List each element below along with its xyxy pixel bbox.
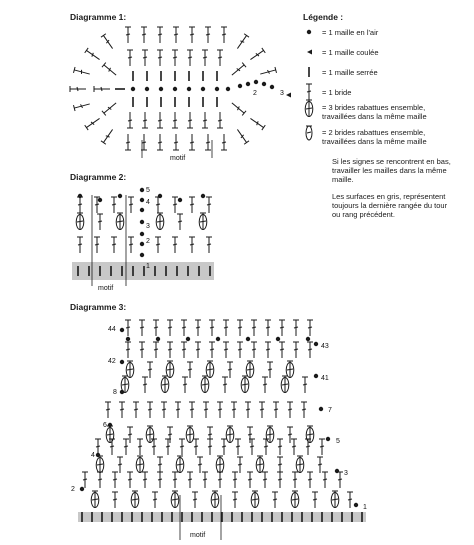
legend-title: Légende : [303, 12, 344, 22]
legend-item-3dc: = 3 brides rabattues ensemble, travaillées dans la même maille [322, 103, 427, 121]
d3-row-label-6: 6 [103, 422, 107, 429]
legend-note-1: Si les signes se rencontrent en bas, travailler les mailles dans la même maille. [332, 157, 451, 184]
d3-row-label-44: 44 [108, 326, 116, 333]
diagram1-oval [70, 27, 291, 162]
diagram3-grid [71, 320, 367, 540]
d3-row-label-5: 5 [336, 438, 340, 445]
legend-item-chain: = 1 maille en l'air [322, 28, 379, 37]
d2-grey-band [72, 262, 214, 280]
d1-row-label-2: 2 [253, 90, 257, 97]
legend-item-sc: = 1 maille serrée [322, 68, 378, 77]
three-dc-cluster-icon [305, 100, 313, 117]
legend-note-2: Les surfaces en gris, représentent toujours la dernière rangée du tour ou rang précédent. [332, 192, 448, 219]
slip-stitch-icon [307, 50, 312, 55]
d3-row-label-4: 4 [91, 452, 95, 459]
d1-motif-label: motif [170, 155, 186, 162]
d2-row-label-2: 2 [146, 238, 150, 245]
legend-item-2dc: = 2 brides rabattues ensemble, travaillées dans la même maille [322, 128, 427, 146]
diagram1-title: Diagramme 1: [70, 12, 127, 22]
d3-row-label-43: 43 [321, 343, 329, 350]
diagram2-title: Diagramme 2: [70, 172, 127, 182]
d2-motif-label: motif [98, 285, 114, 292]
double-crochet-icon [306, 84, 312, 100]
d1-row-label-3: 3 [280, 90, 284, 97]
two-dc-cluster-icon [306, 126, 312, 140]
d3-row-label-3: 3 [344, 470, 348, 477]
d3-row-label-7: 7 [328, 407, 332, 414]
legend-item-slip: = 1 maille coulée [322, 48, 379, 57]
d2-row-label-5: 5 [146, 187, 150, 194]
d3-row-label-8: 8 [113, 389, 117, 396]
d2-row-label-4: 4 [146, 199, 150, 206]
d2-row-label-1: 1 [146, 263, 150, 270]
d3-motif-label: motif [190, 532, 206, 539]
d3-row-label-42: 42 [108, 358, 116, 365]
legend-item-dc: = 1 bride [322, 88, 352, 97]
d3-row-label-2: 2 [71, 486, 75, 493]
d3-row-label-1: 1 [363, 504, 367, 511]
d3-row-label-41: 41 [321, 375, 329, 382]
diagram2-grid [72, 187, 214, 292]
chain-dot-icon [307, 30, 311, 34]
d2-row-label-3: 3 [146, 223, 150, 230]
diagram3-title: Diagramme 3: [70, 302, 127, 312]
